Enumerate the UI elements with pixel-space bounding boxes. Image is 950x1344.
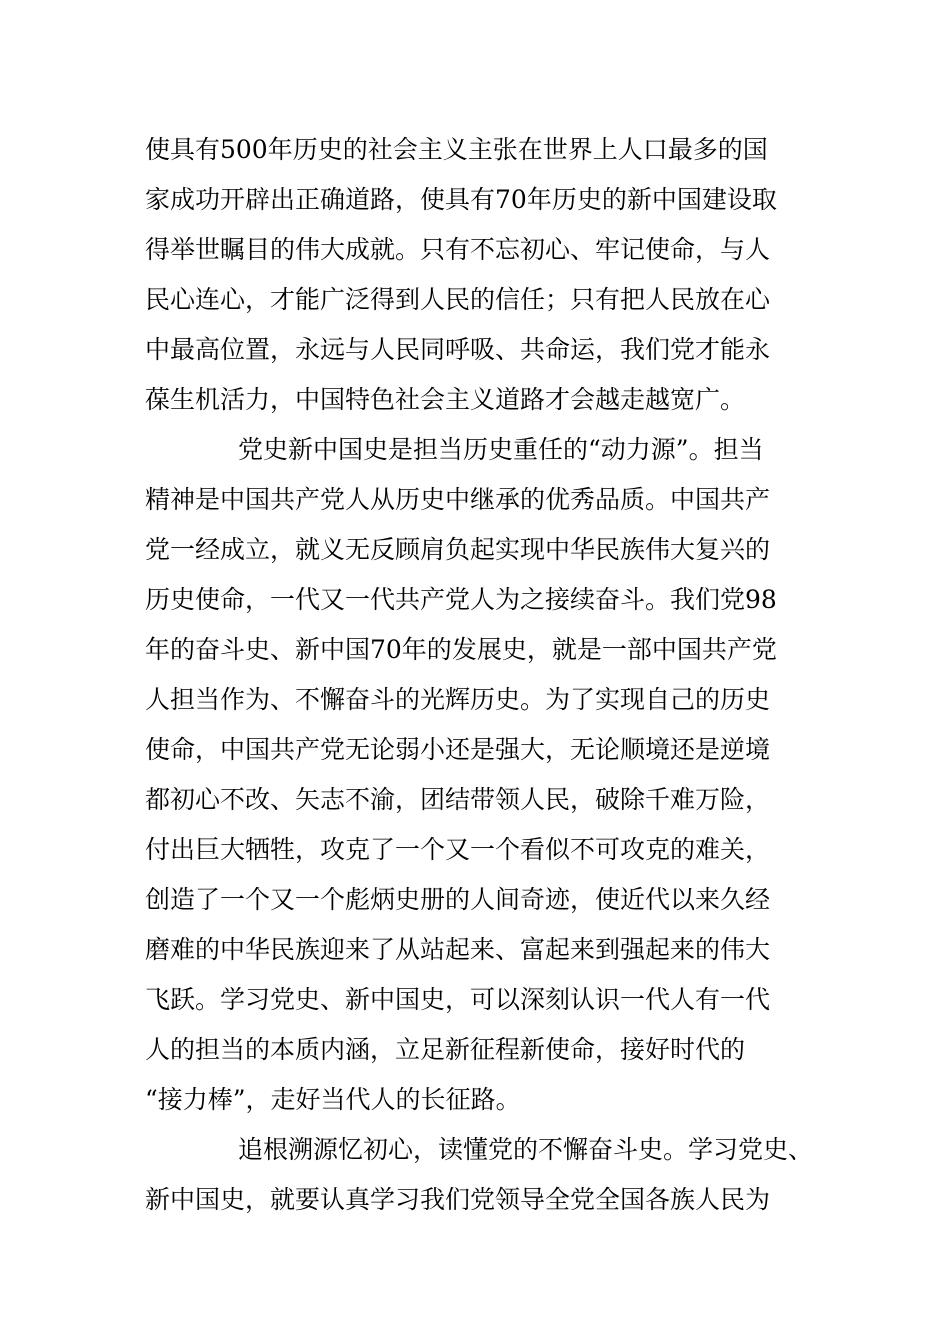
text-line: 中最高位置，永远与人民同呼吸、共命运，我们党才能永: [145, 335, 771, 364]
text-line: 党史新中国史是担当历史重任的“动力源”。担当: [238, 435, 764, 464]
text-line: 新中国史，就要认真学习我们党领导全党全国各族人民为: [145, 1185, 771, 1214]
text-line: 家成功开辟出正确道路，使具有70年历史的新中国建设取: [145, 185, 777, 214]
text-line: 人担当作为、不懈奋斗的光辉历史。为了实现自己的历史: [145, 685, 771, 714]
text-line: 得举世瞩目的伟大成就。只有不忘初心、牢记使命，与人: [145, 235, 771, 264]
text-line: 磨难的中华民族迎来了从站起来、富起来到强起来的伟大: [145, 935, 771, 964]
text-line: 精神是中国共产党人从历史中继承的优秀品质。中国共产: [145, 485, 771, 514]
text-line: 党一经成立，就义无反顾肩负起实现中华民族伟大复兴的: [145, 535, 771, 564]
text-line: 年的奋斗史、新中国70年的发展史，就是一部中国共产党: [145, 635, 777, 664]
text-line: 使具有500年历史的社会主义主张在世界上人口最多的国: [145, 135, 768, 164]
text-line: 历史使命，一代又一代共产党人为之接续奋斗。我们党98: [145, 585, 777, 614]
text-line: 使命，中国共产党无论弱小还是强大，无论顺境还是逆境: [145, 735, 771, 764]
text-line: 追根溯源忆初心，读懂党的不懈奋斗史。学习党史、: [238, 1135, 814, 1164]
text-line: 人的担当的本质内涵，立足新征程新使命，接好时代的: [145, 1035, 746, 1064]
text-line: 付出巨大牺牲，攻克了一个又一个看似不可攻克的难关，: [145, 835, 771, 864]
text-line: 都初心不改、矢志不渝，团结带领人民，破除千难万险，: [145, 785, 771, 814]
text-line: 飞跃。学习党史、新中国史，可以深刻认识一代人有一代: [145, 985, 771, 1014]
text-line: 葆生机活力，中国特色社会主义道路才会越走越宽广。: [145, 385, 746, 414]
text-line: 创造了一个又一个彪炳史册的人间奇迹，使近代以来久经: [145, 885, 771, 914]
text-line: 民心连心，才能广泛得到人民的信任；只有把人民放在心: [145, 285, 771, 314]
text-line: “接力棒”，走好当代人的长征路。: [145, 1085, 521, 1114]
